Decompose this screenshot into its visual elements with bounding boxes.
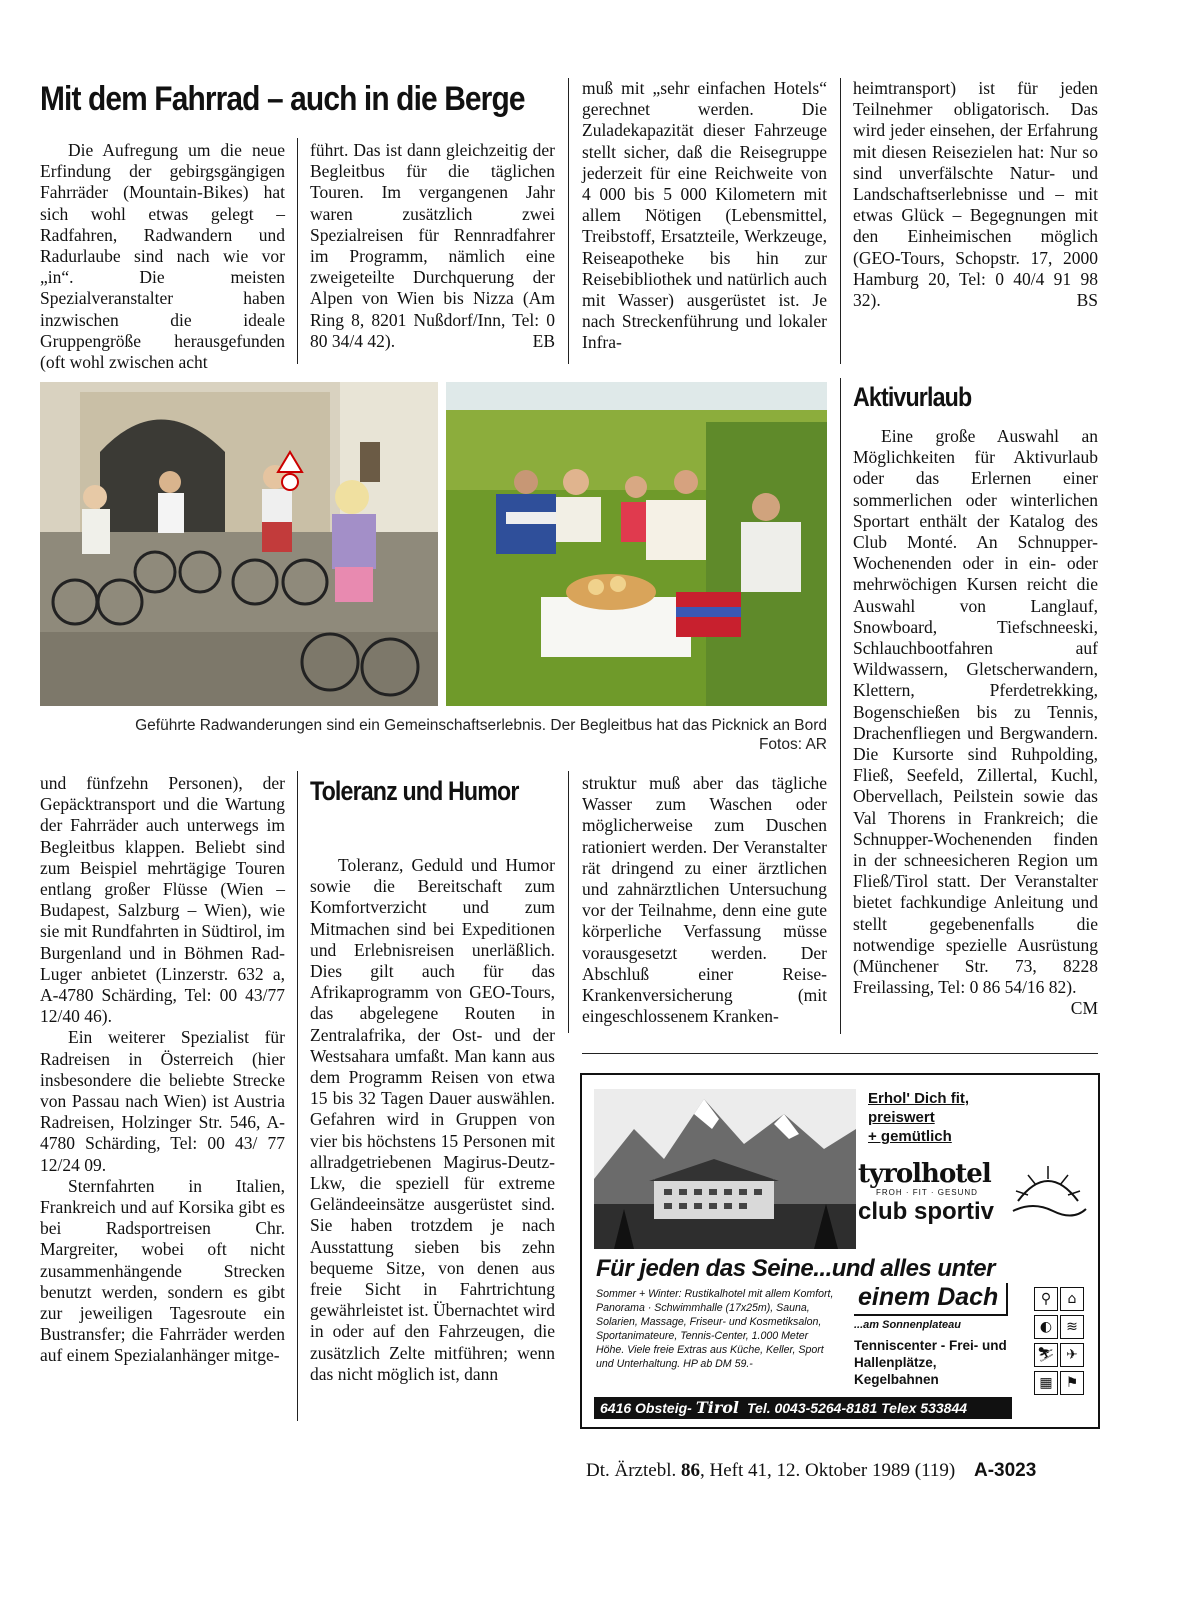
ad-details: Sommer + Winter: Rustikalhotel mit allem Komfort, Panorama · Schwimmhalle (17x25m), Sauna, Solarien, Massage, Friseur- und Kosmetiksalon, Sportanimateure, Tennis-Center, 1.000 Meter Höhe. Viele freie Extras aus Küche, Keller, Sport und Unterhaltung. HP ab DM 59.- bbox=[596, 1288, 834, 1370]
ad-icon-grid bbox=[1034, 1287, 1086, 1409]
brand-name: tyrolhotel bbox=[858, 1159, 991, 1189]
ad-footer-bar: 6416 Obsteig- Tirol Tel. 0043-5264-8181 Telex 533844 bbox=[594, 1397, 1012, 1419]
author-signature: CM bbox=[1070, 998, 1098, 1019]
aktivurlaub-body: Eine große Auswahl an Möglichkeiten für Aktivurlaub oder das Erlernen einer sommerlichen oder winterlichen Sportart enthält der Katalog des Club Monté. An Schnupper-Wochenenden oder in ein- oder mehrwöchigen Kursen reicht die Auswahl von Langlauf, Snowboard, Tiefschneeski, Schlauchbootfahren auf Wildwassern, Gletscherwandern, Klettern, Pferdetrekking, Bogenschießen bis zu Tennis, Drachenfliegen und Bergwandern. Die Kursorte sind Ruhpolding, Fließ, Seefeld, Zillertal, Kuchl, Obervellach, Peilstein sowie das Val Thorens in Frankreich; die Schnupper-Wochenenden finden in der schneesicheren Region um Fließ/Tirol statt. Der Veranstalter bietet fachkundige Anleitung und stellt gegebenenfalls die notwendige spezielle Ausrüstung (Münchener Str. 73, 8228 Freilassing, Tel: 0 86 54/16 82). CM bbox=[853, 426, 1098, 1019]
author-signature: EB bbox=[532, 330, 555, 351]
author-signature: BS bbox=[1076, 290, 1098, 311]
mountain-icon: ⌂ bbox=[1060, 1287, 1084, 1311]
ad-plateau: ...am Sonnenplateau bbox=[854, 1319, 961, 1331]
tennis-icon: ◐ bbox=[1034, 1315, 1058, 1339]
club-sportiv: club sportiv bbox=[858, 1198, 995, 1225]
journal-volume: 86 bbox=[680, 1460, 700, 1481]
photo-picnic bbox=[446, 382, 827, 706]
journal-name: Dt. Ärztebl. bbox=[586, 1460, 677, 1481]
article-column-1-top: Die Aufregung um die neue Erfindung der gebirgsgängigen Fahrräder (Mountain-Bikes) hat sich wohl etwas gelegt – Radfahren, Radwandern und Radurlaube sind nach wie vor „in“. Die meisten Spezialveranstalter haben inzwischen die ideale Gruppengröße herausgefunden (oft wohl zwischen acht bbox=[40, 140, 285, 373]
column-rule bbox=[568, 78, 569, 364]
article-column-3-bottom: struktur muß aber das tägliche Wasser zum Waschen oder möglicherweise zum Duschen rationiert werden. Der Veranstalter rät dringend zu einer ärztlichen und zahnärztlichen Untersuchung vor der Teilnahme, denn eine gute körperliche Verfassung müsse vorausgesetzt werden. Der Abschluß einer Reise-Krankenversicherung (mit eingeschlossenem Kranken- bbox=[582, 773, 827, 1027]
ad-tennis: Tenniscenter - Frei- und Hallenplätze, Kegelbahnen bbox=[854, 1338, 1007, 1387]
cyclist-icon: ⚑ bbox=[1060, 1371, 1084, 1395]
sun-icon bbox=[1008, 1161, 1088, 1221]
photo-credit: Fotos: AR bbox=[758, 736, 827, 753]
tirol-logo: Tirol bbox=[695, 1398, 739, 1417]
subhead-toleranz: Toleranz und Humor bbox=[310, 776, 519, 806]
photo-caption: Geführte Radwanderungen sind ein Gemeinschaftserlebnis. Der Begleitbus hat das Picknick an Bord Fotos: AR bbox=[40, 716, 827, 754]
article-column-2-bottom: Toleranz, Geduld und Humor sowie die Bereitschaft zum Komfortverzicht und zum Mitmachen sind bei Expeditionen und Erlebnisreisen unerläßlich. Dies gilt auch für das Afrikaprogramm von GEO-Tours, das abgelegene Routen in Zentralafrika, der Ost- und der Westsahara umfaßt. Man kann aus dem Programm Reisen von etwa 15 bis 32 Tagen Dauer auswählen. Gefahren wird in Gruppen von vier bis höchstens 15 Personen mit allradgetriebenen Magirus-Deutz-Lkw, die speziell für extreme Geländeeinsätze ausgerüstet sind. Sie haben trotzdem je nach Ausstattung sieben bis zehn bequeme Sitze, von denen aus freie Sicht in Fahrtrichtung gewährleistet ist. Übernachtet wird in oder auf den Fahrzeugen, die zusätzlich Zelte mitführen; wenn das nicht möglich ist, dann bbox=[310, 855, 555, 1384]
column-rule bbox=[840, 378, 841, 1034]
tyrolhotel-logo bbox=[858, 1161, 1088, 1241]
brand-tagline: FROH · FIT · GESUND bbox=[876, 1188, 978, 1197]
hiker-icon: ✈ bbox=[1060, 1343, 1084, 1367]
column-rule bbox=[297, 771, 298, 1421]
page-footer bbox=[586, 1460, 1036, 1482]
ad-slogan: Erhol' Dich fit, preiswert + gemütlich bbox=[868, 1090, 970, 1145]
column-rule bbox=[297, 138, 298, 364]
sauna-icon: ≋ bbox=[1060, 1315, 1084, 1339]
tyrolhotel-advertisement bbox=[580, 1073, 1100, 1429]
section-rule bbox=[582, 1053, 1098, 1054]
swimmer-icon: ⚲ bbox=[1034, 1287, 1058, 1311]
column-rule bbox=[568, 771, 569, 1033]
photo-cyclists bbox=[40, 382, 438, 706]
column-rule bbox=[840, 78, 841, 364]
hotel-photo bbox=[594, 1089, 856, 1249]
page-number: A-3023 bbox=[973, 1460, 1037, 1481]
aktivurlaub-headline: Aktivurlaub bbox=[853, 382, 972, 412]
bowling-icon: ▦ bbox=[1034, 1371, 1058, 1395]
article-column-1-bottom: und fünfzehn Personen), der Gepäcktransport und die Wartung der Fahrräder auch unterwegs im Begleitbus klappen. Beliebt sind zum Beispiel mehrtägige Touren entlang großer Flüsse (Wien – Budapest, Salzburg – Wien), wie sie mit Rundfahrten in Südtirol, im Burgenland und in Böhmen Rad-Luger anbietet (Linzerstr. 632 a, A-4780 Schärding, Tel: 00 43/77 12/40 46). Ein weiterer Spezialist für Radreisen in Österreich (hier insbesondere die beliebte Strecke von Passau nach Wien) ist Austria Radreisen, Holzinger Str. 546, A-4780 Schärding, Tel: 00 43/ 77 12/24 09. Sternfahrten in Italien, Frankreich und auf Korsika gibt es bei Radsportreisen Chr. Margreiter, wobei oft nicht zusammenhängende Strecken benutzt werden, sondern es gibt zur jeweiligen Tagesroute ein Bustransfer; die Fahrräder werden auf einem Spezialanhänger mitge- bbox=[40, 773, 285, 1366]
article-headline: Mit dem Fahrrad – auch in die Berge bbox=[40, 80, 525, 118]
article-column-2-top: führt. Das ist dann gleichzeitig der Begleitbus für die täglichen Touren. Im vergangenen Jahr waren zusätzlich zwei Spezialreisen für Rennradfahrer im Programm, nämlich eine zweigeteilte Durchquerung der Alpen von Wien bis Nizza (Am Ring 8, 8201 Nußdorf/Inn, Tel: 0 80 34/4 42). EB bbox=[310, 140, 555, 351]
ad-headline-dach: einem Dach bbox=[854, 1283, 1008, 1316]
article-column-4-top: heimtransport) ist für jeden Teilnehmer obligatorisch. Das wird jeder einsehen, der Erfahrung mit diesen Reisezielen hat: Nur so sind unverfälschte Natur- und Landschaftserlebnisse und – mit etwas Glück – Begegnungen mit den Einheimischen möglich (GEO-Tours, Schopstr. 17, 2000 Hamburg 20, Tel: 0 40/4 91 98 32). BS bbox=[853, 78, 1098, 311]
article-column-3-top: muß mit „sehr einfachen Hotels“ gerechnet werden. Die Zuladekapazität dieser Fahrzeuge stellt sicher, daß die Reisegruppe jederzeit für eine Reichweite von 4 000 bis 5 000 Kilometern mit allem Nötigen (Lebensmittel, Treibstoff, Ersatzteile, Werkzeuge, Reiseapotheke bis hin zur Reisebibliothek und natürlich auch mit Wasser) ausgerüstet ist. Je nach Streckenführung und lokaler Infra- bbox=[582, 78, 827, 353]
ad-headline: Für jeden das Seine...und alles unter bbox=[596, 1255, 995, 1282]
skier-icon: ⛷ bbox=[1034, 1343, 1058, 1367]
issue-info: , Heft 41, 12. Oktober 1989 (119) bbox=[699, 1460, 956, 1481]
